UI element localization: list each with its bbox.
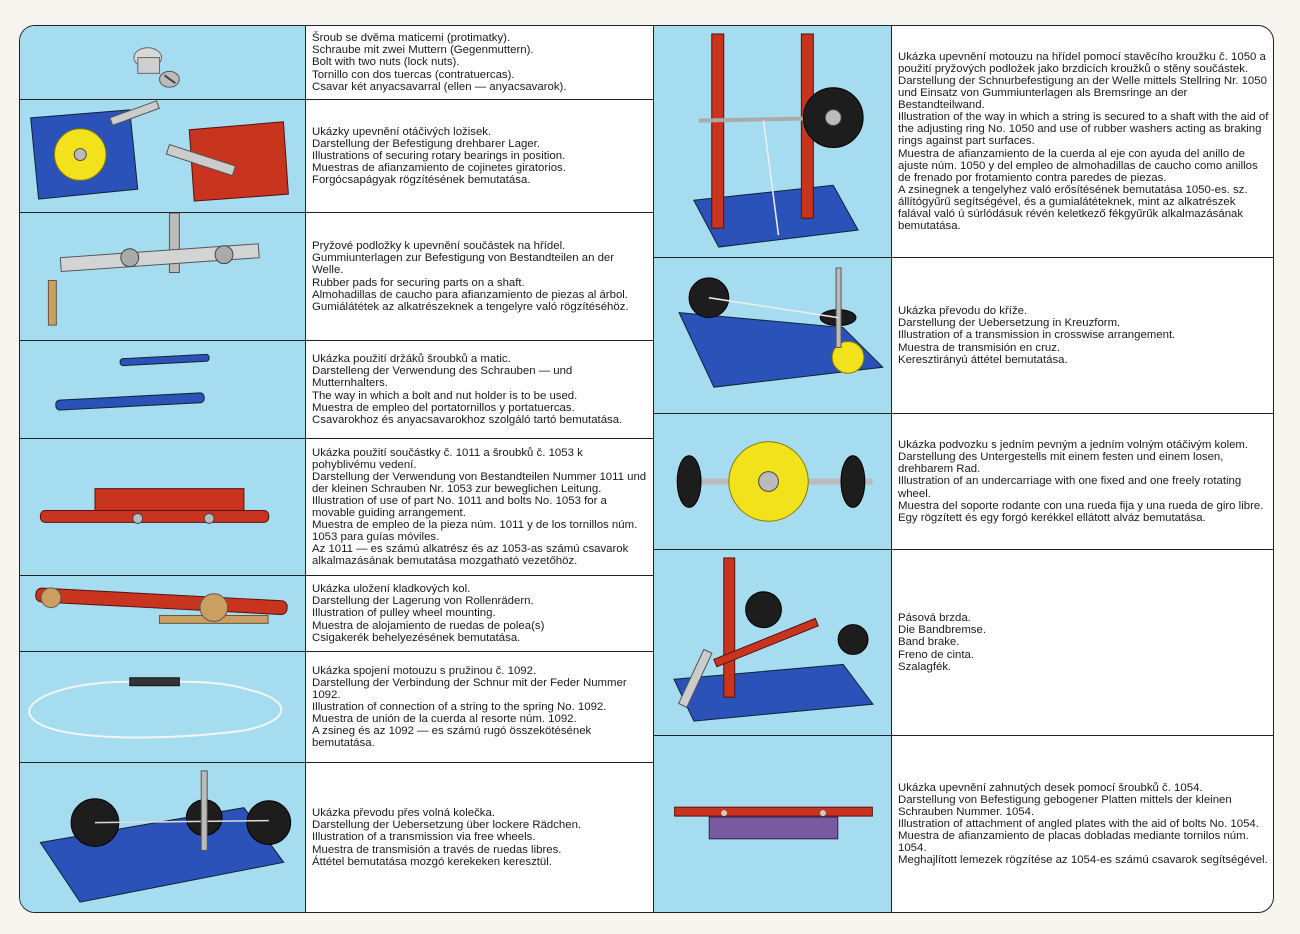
text-hu: Gumiálátétek az alkatrészeknek a tengelyre való rögzítéséhöz. bbox=[312, 300, 629, 313]
entry-string-shaft bbox=[654, 26, 1274, 258]
text-hu: Keresztirányú áttétel bemutatása. bbox=[898, 353, 1068, 366]
text-cs: Ukázka upevnění zahnutých desek pomocí šroubků č. 1054. bbox=[898, 781, 1203, 794]
text-de: Darstellung der Uebersetzung über lockere Rädchen. bbox=[312, 819, 582, 832]
text-es: Muestra de empleo de la pieza núm. 1011 y de los tornillos núm. 1053 para guías móviles. bbox=[312, 519, 638, 544]
text-es: Muestra de alojamiento de ruedas de polea(s) bbox=[312, 619, 545, 632]
text-en: The way in which a bolt and nut holder is to be used. bbox=[312, 389, 578, 402]
text-cs: Ukázka uložení kladkových kol. bbox=[312, 583, 471, 596]
text-de: Darstellung des Untergestells mit einem festen und einem losen, drehbarem Rad. bbox=[898, 451, 1224, 476]
text-hu: Forgócsapágyak rögzítésének bemutatása. bbox=[312, 174, 531, 187]
photo-bolt-holder bbox=[20, 341, 306, 438]
text-hu: A zsineg és az 1092 — es számú rugó összekötésének bemutatása. bbox=[312, 725, 592, 750]
text-es: Muestras de afianzamiento de cojinetes giratorios. bbox=[312, 162, 566, 175]
text-de: Darstellung der Verwendung von Bestandteilen Nummer 1011 und der kleinen Schrauben Nr. 1053 zur beweglichen Leitung. bbox=[312, 470, 647, 495]
entry-text bbox=[306, 26, 653, 99]
entry-text bbox=[306, 341, 653, 438]
text-hu: Csavar két anyacsavarral (ellen — anyacsavarok). bbox=[312, 80, 567, 93]
text-de: Darstellung der Befestigung drehbarer Lager. bbox=[312, 137, 540, 150]
text-en: Rubber pads for securing parts on a shaft. bbox=[312, 276, 525, 289]
text-en: Illustration of use of part No. 1011 and bolts No. 1053 for a movable guiding arrangement. bbox=[312, 494, 607, 519]
text-en: Illustrations of securing rotary bearings in position. bbox=[312, 149, 566, 162]
entry-text bbox=[892, 550, 1274, 735]
text-es: Muestra de afianzamiento de la cuerda al eje con ayuda del anillo de ajuste núm. 1050 y del empleo de almohadillas de caucho como anillos de frenado por frotamiento contra paredes de piezas. bbox=[898, 147, 1258, 184]
text-es: Muestra de transmisión en cruz. bbox=[898, 341, 1061, 354]
entry-text bbox=[892, 258, 1274, 413]
left-column bbox=[20, 26, 654, 912]
text-hu: Egy rögzített és egy forgó kerékkel ellátott alváz bemutatása. bbox=[898, 511, 1206, 524]
text-hu: Szalagfék. bbox=[898, 660, 952, 673]
photo-band-brake bbox=[654, 550, 892, 735]
entry-angled-plates bbox=[654, 736, 1274, 912]
photo-rubber-pads bbox=[20, 213, 306, 340]
entry-text bbox=[306, 213, 653, 340]
photo-string-spring bbox=[20, 652, 306, 762]
text-hu: Csigakerék behelyezésének bemutatása. bbox=[312, 631, 521, 644]
entry-text bbox=[892, 736, 1274, 912]
entry-text bbox=[306, 652, 653, 762]
text-en: Illustration of pulley wheel mounting. bbox=[312, 607, 496, 620]
entry-text bbox=[892, 414, 1274, 549]
entry-pulley-mounting bbox=[20, 576, 653, 652]
text-hu: Csavarokhoz és anyacsavarokhoz szolgáló tartó bemutatása. bbox=[312, 413, 623, 426]
text-en: Band brake. bbox=[898, 636, 960, 649]
entry-lock-nuts bbox=[20, 26, 653, 100]
entry-undercarriage bbox=[654, 414, 1274, 550]
catalog-sheet bbox=[19, 25, 1274, 913]
text-de: Die Bandbremse. bbox=[898, 624, 987, 637]
text-en: Illustration of a transmission via free wheels. bbox=[312, 831, 536, 844]
text-cs: Ukázky upevnění otáčivých ložisek. bbox=[312, 125, 492, 138]
text-es: Freno de cinta. bbox=[898, 648, 974, 661]
text-cs: Pryžové podložky k upevnění součástek na hřídel. bbox=[312, 240, 566, 253]
entry-text bbox=[306, 576, 653, 651]
entry-string-spring bbox=[20, 652, 653, 763]
text-de: Darstellung der Uebersetzung in Kreuzform. bbox=[898, 317, 1121, 330]
text-es: Muestra de transmisión a través de ruedas libres. bbox=[312, 843, 562, 856]
text-hu: Meghajlított lemezek rögzítése az 1054-es számú csavarok segítségével. bbox=[898, 854, 1268, 867]
photo-movable-guide bbox=[20, 439, 306, 575]
right-column bbox=[654, 26, 1274, 912]
entry-text bbox=[306, 100, 653, 212]
photo-undercarriage bbox=[654, 414, 892, 549]
text-cs: Ukázka použití součástky č. 1011 a šroubků č. 1053 k pohyblivému vedení. bbox=[312, 446, 583, 471]
entry-text bbox=[306, 439, 653, 575]
text-en: Bolt with two nuts (lock nuts). bbox=[312, 56, 460, 69]
photo-rotary-bearings bbox=[20, 100, 306, 212]
text-hu: Áttétel bemutatása mozgó kerekeken keresztül. bbox=[312, 855, 552, 868]
text-es: Almohadillas de caucho para afianzamiento de piezas al árbol. bbox=[312, 288, 628, 301]
text-cs: Ukázka použití držáků šroubků a matic. bbox=[312, 353, 511, 366]
text-de: Schraube mit zwei Muttern (Gegenmuttern). bbox=[312, 44, 534, 57]
text-en: Illustration of an undercarriage with one fixed and one freely rotating wheel. bbox=[898, 475, 1242, 500]
photo-string-shaft bbox=[654, 26, 892, 257]
text-en: Illustration of attachment of angled plates with the aid of bolts No. 1054. bbox=[898, 817, 1259, 830]
entry-rubber-pads bbox=[20, 213, 653, 341]
entry-free-wheels bbox=[20, 763, 653, 912]
text-de: Darstelleng der Verwendung des Schrauben — und Mutternhalters. bbox=[312, 365, 573, 390]
text-es: Muestra de afianzamiento de placas dobladas mediante tornilos núm. 1054. bbox=[898, 830, 1249, 855]
text-de: Gummiunterlagen zur Befestigung von Bestandteilen an der Welle. bbox=[312, 252, 615, 277]
text-cs: Ukázka podvozku s jedním pevným a jedním volným otáčivým kolem. bbox=[898, 439, 1249, 452]
text-de: Darstellung der Verbindung der Schnur mit der Feder Nummer 1092. bbox=[312, 676, 627, 701]
photo-angled-plates bbox=[654, 736, 892, 912]
entry-rotary-bearings bbox=[20, 100, 653, 213]
photo-free-wheels bbox=[20, 763, 306, 912]
entry-movable-guide bbox=[20, 439, 653, 576]
text-cs: Ukázka spojení motouzu s pružinou č. 1092. bbox=[312, 664, 537, 677]
text-cs: Ukázka převodu do kříže. bbox=[898, 305, 1028, 318]
entry-crosswise-transmission bbox=[654, 258, 1274, 414]
text-cs: Ukázka převodu přes volná kolečka. bbox=[312, 807, 495, 820]
text-es: Muestra del soporte rodante con una rueda fija y una rueda de giro libre. bbox=[898, 499, 1264, 512]
text-en: Illustration of the way in which a string is secured to a shaft with the aid of the adjusting ring No. 1050 and use of rubber washers acting as braking rings against part surfaces. bbox=[898, 111, 1269, 148]
entry-text bbox=[306, 763, 653, 912]
entry-bolt-holder bbox=[20, 341, 653, 439]
text-de: Darstellung von Befestigung gebogener Platten mittels der kleinen Schrauben Nummer. 1054. bbox=[898, 793, 1232, 818]
entry-text bbox=[892, 26, 1274, 257]
text-hu: A zsinegnek a tengelyhez való erősítésének bemutatása 1050-es. sz. állítógyűrű segítségével, és a gumialátéteknek, mint az alkatrészek falával való ú súrlódásuk révén keletkező fékgyűrűk alkalmazásának bemutatása. bbox=[898, 183, 1248, 233]
text-en: Illustration of connection of a string to the spring No. 1092. bbox=[312, 700, 607, 713]
text-hu: Az 1011 — es számú alkatrész és az 1053-as számú csavarok alkalmazásának bemutatása mozgatható vezetőhöz. bbox=[312, 543, 629, 568]
photo-pulley-mounting bbox=[20, 576, 306, 651]
text-cs: Šroub se dvěma maticemi (protimatky). bbox=[312, 32, 511, 45]
text-es: Muestra de empleo del portatornillos y portatuercas. bbox=[312, 401, 575, 414]
text-en: Illustration of a transmission in crosswise arrangement. bbox=[898, 329, 1176, 342]
text-cs: Ukázka upevnění motouzu na hřídel pomocí stavěcího kroužku č. 1050 a použití pryžových podložek jako brzdicích kroužků o stěny součástek. bbox=[898, 50, 1266, 75]
text-de: Darstellung der Schnurbefestigung an der Welle mittels Stellring Nr. 1050 und Einsatz von Gummiunterlagen als Bremsringe an der Bestandteilwand. bbox=[898, 74, 1267, 112]
text-cs: Pásová brzda. bbox=[898, 612, 971, 625]
photo-crosswise-transmission bbox=[654, 258, 892, 413]
text-es: Tornillo con dos tuercas (contratuercas). bbox=[312, 68, 515, 81]
photo-bolt-two-nuts bbox=[20, 26, 306, 99]
text-de: Darstellung der Lagerung von Rollenrädern. bbox=[312, 595, 534, 608]
text-es: Muestra de unión de la cuerda al resorte núm. 1092. bbox=[312, 713, 577, 726]
entry-band-brake bbox=[654, 550, 1274, 736]
